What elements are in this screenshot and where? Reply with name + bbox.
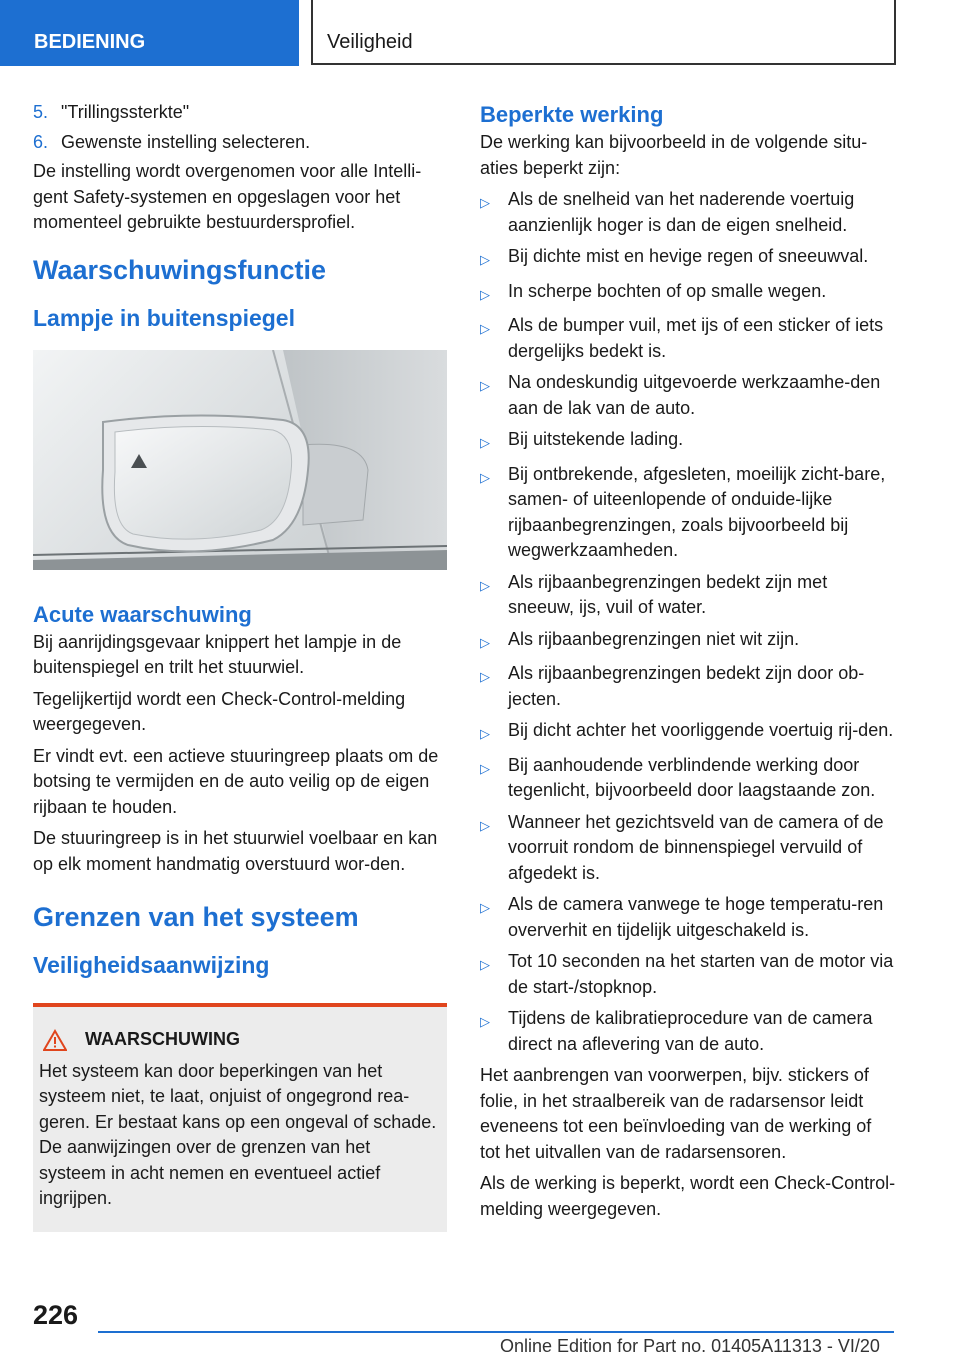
- warning-header: [39, 1027, 439, 1053]
- acute-paragraph: De stuuringreep is in het stuurwiel voelbaar en kan op elk moment handmatig overstuurd wor-den.: [33, 828, 438, 874]
- radar-paragraph: Het aanbrengen van voorwerpen, bijv. stickers of folie, in het straalbereik van de radarsensor leidt eveneens tot een beïnvloeding van de werking of tot het uitvallen van de radarsensoren.: [480, 1065, 872, 1162]
- bullet-triangle-icon: ▷: [480, 726, 490, 741]
- bullet-triangle-icon: ▷: [480, 760, 490, 776]
- list-item-text: Als rijbaanbegrenzingen niet wit zijn.: [508, 628, 800, 649]
- list-item-text: Tot 10 seconden na het starten van de motor via de start-/stopknop.: [508, 951, 894, 997]
- list-item: [480, 718, 896, 747]
- list-item-text: Tijdens de kalibratieprocedure van de camera direct na aflevering van de auto.: [508, 1008, 873, 1054]
- list-item-text: Bij aanhoudende verblindende werking door tegenlicht, bijvoorbeeld door laagstaande zon.: [508, 754, 876, 800]
- heading-limited-operation: Beperkte werking: [480, 102, 664, 127]
- bullet-triangle-icon: ▷: [480, 469, 490, 485]
- bullet-triangle-icon: ▷: [480, 1014, 490, 1029]
- bullet-triangle-icon: ▷: [480, 900, 490, 915]
- list-item-text: Als de snelheid van het naderende voertuig aanzienlijk hoger is dan de eigen snelheid.: [508, 189, 855, 235]
- footer-divider: [98, 1331, 894, 1333]
- list-item-text: Als rijbaanbegrenzingen bedekt zijn door ob-jecten.: [508, 663, 865, 709]
- list-item: [480, 810, 896, 887]
- list-item: [480, 187, 896, 238]
- warning-box: [33, 1003, 447, 1232]
- step-text: Gewenste instelling selecteren.: [61, 131, 311, 152]
- heading-acute-warning: Acute waarschuwing: [33, 601, 252, 627]
- list-item-text: Bij dichte mist en hevige regen of sneeuwval.: [508, 246, 869, 266]
- acute-paragraph: Bij aanrijdingsgevaar knippert het lampje in de buitenspiegel en trilt het stuurwiel.: [33, 631, 402, 677]
- list-item: [480, 892, 896, 943]
- list-item: [480, 753, 896, 804]
- list-item-text: In scherpe bochten of op smalle wegen.: [508, 280, 827, 301]
- mirror-drawing: [33, 350, 447, 570]
- list-item: [480, 279, 896, 308]
- bullet-triangle-icon: ▷: [480, 195, 490, 210]
- list-item: [480, 1006, 896, 1057]
- list-item: [480, 949, 896, 1000]
- acute-paragraph: Tegelijkertijd wordt een Check-Control-melding weergegeven.: [33, 688, 406, 734]
- limited-intro: De werking kan bijvoorbeeld in de volgende situ-aties beperkt zijn:: [480, 132, 868, 178]
- bullet-triangle-icon: ▷: [480, 252, 490, 267]
- list-item-text: Als de bumper vuil, met ijs of een sticker of iets dergelijks bedekt is.: [508, 315, 884, 361]
- warning-text: Het systeem kan door beperkingen van het systeem niet, te laat, onjuist of ongegrond rea-geren. Er bestaat kans op een ongeval of schade. De aanwijzingen over de grenzen van het systeem in acht nemen en eventueel actief ingrijpen.: [39, 1060, 437, 1208]
- step-item: [33, 130, 447, 156]
- step-text: "Trillingssterkte": [61, 102, 190, 122]
- warning-title: WAARSCHUWING: [85, 1029, 240, 1049]
- list-item: [480, 427, 896, 456]
- list-item-text: Wanneer het gezichtsveld van de camera of de voorruit rondom de binnenspiegel vervuild of afgedekt is.: [508, 811, 884, 883]
- bullet-triangle-icon: ▷: [480, 817, 490, 833]
- list-item: [480, 570, 896, 621]
- list-item: [480, 244, 896, 273]
- step-item: [33, 100, 447, 126]
- heading-safety-note: Veiligheidsaanwijzing: [33, 952, 270, 978]
- list-item-text: Bij dicht achter het voorliggende voertuig rij-den.: [508, 720, 894, 740]
- bullet-triangle-icon: ▷: [480, 577, 490, 593]
- mirror-illustration: [33, 350, 447, 570]
- chapter-tab: BEDIENING: [0, 0, 299, 66]
- list-item-text: Als rijbaanbegrenzingen bedekt zijn met sneeuw, ijs, vuil of water.: [508, 571, 828, 617]
- warning-triangle-icon: [43, 1029, 67, 1051]
- step-number: 5.: [33, 102, 49, 122]
- check-control-paragraph: Als de werking is beperkt, wordt een Check-Control-melding weergegeven.: [480, 1173, 896, 1219]
- list-item-text: Bij ontbrekende, afgesleten, moeilijk zicht-bare, samen- of uiteenlopende of onduide-lijke rijbaanbegrenzingen, zoals bijvoorbeeld bij wegwerkzaamheden.: [508, 463, 886, 560]
- list-item: [480, 661, 896, 712]
- footer-edition: Online Edition for Part no. 01405A11313 - VI/20: [500, 1336, 880, 1356]
- list-item: [480, 627, 896, 656]
- list-item-text: Bij uitstekende lading.: [508, 429, 684, 449]
- limitation-list: [480, 187, 896, 1057]
- bullet-triangle-icon: ▷: [480, 378, 490, 393]
- list-item: [480, 462, 896, 564]
- bullet-triangle-icon: ▷: [480, 957, 490, 972]
- acute-paragraph: Er vindt evt. een actieve stuuringreep plaats om de botsing te vermijden en de auto veilig op de eigen rijbaan te houden.: [33, 745, 439, 817]
- section-title: Veiligheid: [311, 0, 896, 65]
- bullet-triangle-icon: ▷: [480, 435, 490, 450]
- bullet-triangle-icon: ▷: [480, 634, 490, 650]
- list-item: [480, 370, 896, 421]
- bullet-triangle-icon: ▷: [480, 669, 490, 684]
- heading-lamp-mirror: Lampje in buitenspiegel: [33, 304, 295, 331]
- list-item-text: Na ondeskundig uitgevoerde werkzaamhe-den aan de lak van de auto.: [508, 372, 881, 418]
- page-number: 226: [33, 1300, 79, 1330]
- list-item-text: Als de camera vanwege te hoge temperatu-ren oververhit en tijdelijk uitgeschakeld is.: [508, 894, 884, 940]
- intro-paragraph: De instelling wordt overgenomen voor alle Intelli-gent Safety-systemen en opgeslagen voor het momenteel gebruikte bestuurdersprofiel.: [33, 161, 422, 232]
- bullet-triangle-icon: ▷: [480, 286, 490, 302]
- list-item: [480, 313, 896, 364]
- step-number: 6.: [33, 131, 49, 152]
- heading-warning-function: Waarschuwingsfunctie: [33, 254, 327, 285]
- right-column: [480, 100, 896, 1228]
- left-column: [33, 100, 447, 1232]
- bullet-triangle-icon: ▷: [480, 321, 490, 336]
- heading-system-limits: Grenzen van het systeem: [33, 902, 359, 932]
